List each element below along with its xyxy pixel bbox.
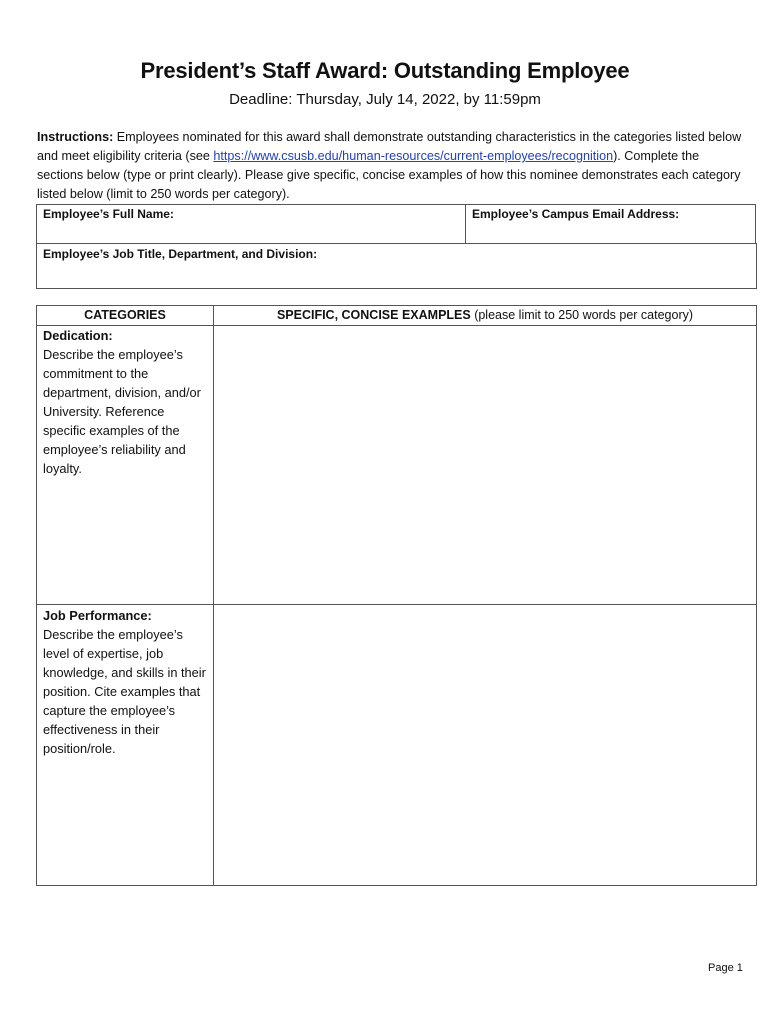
page-title: President’s Staff Award: Outstanding Employee xyxy=(140,58,630,83)
category-title: Job Performance: xyxy=(43,608,152,623)
job-title-label: Employee’s Job Title, Department, and Division: xyxy=(43,247,318,261)
full-name-label: Employee’s Full Name: xyxy=(43,207,174,221)
category-title: Dedication: xyxy=(43,328,113,343)
examples-header-note: (please limit to 250 words per category) xyxy=(470,308,694,322)
instructions-text-2: ). Complete the sections below (type or print clearly). Please give specific, concise examples of how this nominee demonstrates each category listed below (limit to 250 words per category). xyxy=(37,149,741,201)
instructions-label: Instructions: xyxy=(37,130,114,144)
instructions-text-1: Employees nominated for this award shall demonstrate outstanding characteristics in the categories listed below and meet eligibility criteria (see xyxy=(37,130,742,163)
category-description: Describe the employee’s commitment to the department, division, and/or University. Reference specific examples of the employee’s reliability and loyalty. xyxy=(43,347,201,476)
full-name-field[interactable] xyxy=(36,204,466,244)
categories-header: CATEGORIES xyxy=(84,308,166,322)
dedication-examples-input[interactable] xyxy=(214,326,756,604)
instructions-paragraph xyxy=(37,128,742,204)
email-label: Employee’s Campus Email Address: xyxy=(472,207,680,221)
job-title-field[interactable] xyxy=(36,243,757,289)
job-performance-examples-input[interactable] xyxy=(214,605,756,885)
email-field[interactable] xyxy=(465,204,756,244)
category-job-performance xyxy=(43,606,209,758)
category-dedication xyxy=(43,326,209,478)
deadline-text: Deadline: Thursday, July 14, 2022, by 11:59pm xyxy=(229,91,541,108)
page-number: Page 1 xyxy=(708,962,743,974)
recognition-link[interactable]: https://www.csusb.edu/human-resources/current-employees/recognition xyxy=(213,149,614,163)
examples-header xyxy=(214,308,756,322)
category-description: Describe the employee’s level of expertise, job knowledge, and skills in their position. Cite examples that capture the employee’s effectiveness in their position/role. xyxy=(43,627,206,756)
categories-table xyxy=(36,305,757,886)
examples-header-bold: SPECIFIC, CONCISE EXAMPLES xyxy=(276,308,471,322)
